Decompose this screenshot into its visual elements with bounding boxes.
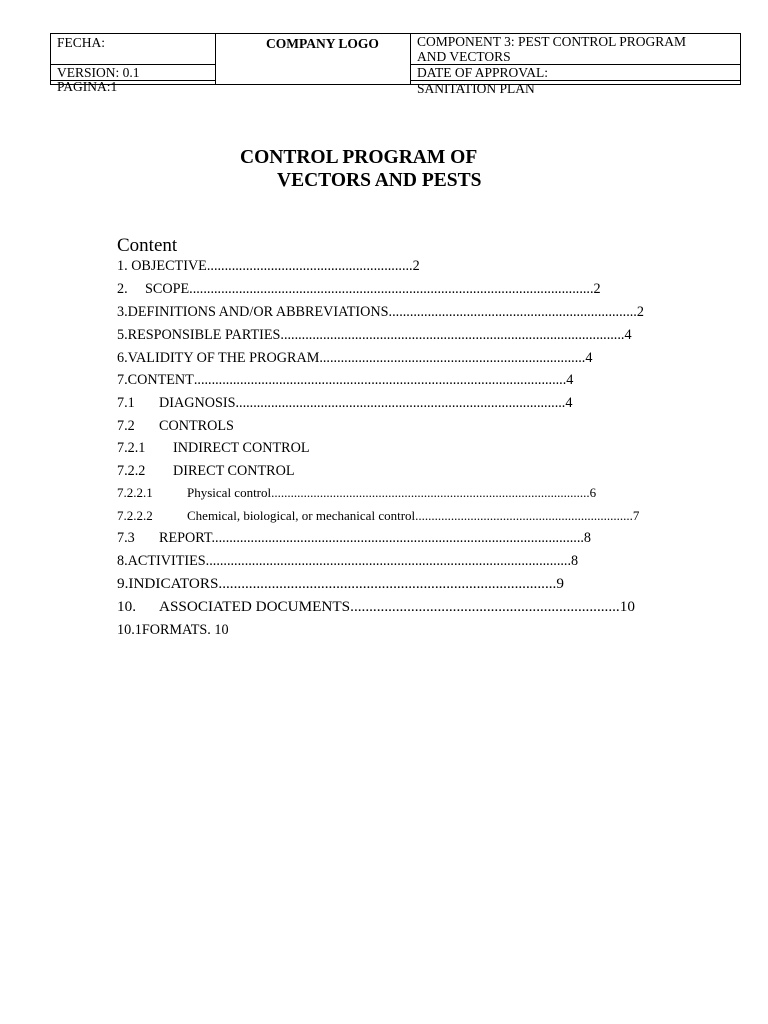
toc-entry-page: 4 bbox=[565, 395, 573, 411]
toc-entry-number: 10.1FORMATS. 10 bbox=[117, 622, 229, 638]
document-title-line2: VECTORS AND PESTS bbox=[277, 170, 482, 191]
toc-entry[interactable] bbox=[117, 257, 420, 275]
toc-entry-rest bbox=[187, 507, 639, 525]
toc-entry-page: 8 bbox=[571, 553, 579, 569]
toc-entry[interactable] bbox=[117, 349, 592, 367]
toc-entry-number: 6.VALIDITY OF THE PROGRAM bbox=[117, 350, 320, 366]
toc-entry-rest bbox=[145, 280, 601, 298]
toc-entry-leader: ........................................................................... bbox=[319, 350, 586, 366]
toc-entry-leader: .................................................................................................................. bbox=[189, 281, 594, 297]
toc-entry-title: SCOPE bbox=[145, 281, 190, 297]
toc-entry-title: DIRECT CONTROL bbox=[173, 463, 295, 479]
toc-entry[interactable] bbox=[117, 462, 295, 480]
toc-entry-rest bbox=[159, 529, 591, 547]
version-label: VERSION: 0.1 bbox=[57, 65, 140, 80]
toc-entry[interactable] bbox=[117, 303, 644, 321]
toc-entry-leader: .................................................................................................. bbox=[271, 485, 590, 500]
header-divider-left bbox=[215, 33, 216, 84]
toc-entry-page: 2 bbox=[593, 281, 601, 297]
toc-entry[interactable] bbox=[117, 621, 229, 639]
toc-entry-number: 9.INDICATORS bbox=[117, 575, 219, 592]
toc-entry-rest bbox=[173, 462, 295, 480]
toc-entry-leader: ....................................................................... bbox=[350, 598, 620, 615]
component-title-line1: COMPONENT 3: PEST CONTROL PROGRAM bbox=[417, 34, 687, 49]
toc-entry-rest bbox=[187, 484, 596, 502]
toc-entry-leader: ......................................................................................................... bbox=[193, 372, 567, 388]
toc-entry-rest bbox=[159, 394, 572, 412]
toc-entry-page: 2 bbox=[636, 304, 644, 320]
company-logo: COMPANY LOGO bbox=[266, 36, 379, 51]
document-title-line1: CONTROL PROGRAM OF bbox=[240, 147, 478, 168]
toc-entry[interactable] bbox=[117, 552, 578, 570]
toc-entry[interactable] bbox=[117, 575, 564, 593]
toc-entry-leader: ...................................................................... bbox=[388, 304, 637, 320]
toc-entry[interactable] bbox=[117, 371, 573, 389]
toc-entry-number: 7.2.2.1 bbox=[117, 485, 153, 500]
toc-entry-number: 8.ACTIVITIES bbox=[117, 553, 206, 569]
content-heading: Content bbox=[117, 235, 178, 256]
toc-entry[interactable] bbox=[117, 417, 234, 435]
toc-entry-number: 7.2 bbox=[117, 418, 135, 434]
header-divider-right bbox=[410, 33, 411, 84]
toc-entry[interactable] bbox=[117, 507, 640, 525]
toc-entry-title: Chemical, biological, or mechanical control bbox=[187, 508, 416, 523]
toc-entry-title: CONTROLS bbox=[159, 418, 234, 434]
toc-entry[interactable] bbox=[117, 326, 632, 344]
toc-entry-title: DIAGNOSIS bbox=[159, 395, 236, 411]
toc-entry[interactable] bbox=[117, 598, 635, 616]
toc-entry-number: 5.RESPONSIBLE PARTIES bbox=[117, 327, 281, 343]
toc-entry-number: 3.DEFINITIONS AND/OR ABBREVIATIONS bbox=[117, 304, 389, 320]
toc-entry-number: 7.2.1 bbox=[117, 440, 146, 456]
toc-entry-page: 8 bbox=[583, 530, 592, 546]
toc-entry-title: Physical control bbox=[187, 485, 272, 500]
toc-entry-number: 7.1 bbox=[117, 395, 135, 411]
toc-entry-leader: ....................................................................................................... bbox=[205, 553, 571, 569]
toc-entry-page: 4 bbox=[624, 327, 632, 343]
toc-entry[interactable] bbox=[117, 484, 597, 502]
toc-entry[interactable] bbox=[117, 280, 601, 298]
toc-entry-page: 7 bbox=[632, 508, 640, 523]
toc-entry-number: 10. bbox=[117, 598, 136, 615]
toc-entry-leader: .......................................................... bbox=[206, 258, 413, 274]
toc-entry[interactable] bbox=[117, 394, 573, 412]
toc-entry-leader: ................................................................................................. bbox=[280, 327, 625, 343]
toc-entry-page: 2 bbox=[412, 258, 420, 274]
component-title-line2: AND VECTORS bbox=[417, 49, 511, 64]
toc-entry[interactable] bbox=[117, 439, 310, 457]
page-label: PAGINA:1 bbox=[57, 79, 118, 94]
toc-entry-leader: ................................................................... bbox=[415, 508, 633, 523]
toc-entry-page: 9 bbox=[556, 575, 564, 592]
toc-entry-number: 7.3 bbox=[117, 530, 135, 546]
sanitation-plan-label: SANITATION PLAN bbox=[417, 81, 535, 96]
toc-entry-title: REPORT bbox=[159, 530, 212, 546]
toc-entry-number: 7.2.2.2 bbox=[117, 508, 153, 523]
toc-entry-leader: ......................................................................................... bbox=[218, 575, 557, 592]
toc-entry-title: ASSOCIATED DOCUMENTS bbox=[159, 598, 351, 615]
toc-entry-leader: ............................................................................................. bbox=[235, 395, 566, 411]
toc-entry-page: 6 bbox=[589, 485, 597, 500]
toc-entry[interactable] bbox=[117, 529, 592, 547]
toc-entry-title: INDIRECT CONTROL bbox=[173, 440, 310, 456]
toc-entry-number: 7.CONTENT bbox=[117, 372, 194, 388]
toc-entry-number: 7.2.2 bbox=[117, 463, 146, 479]
toc-entry-page: 4 bbox=[585, 350, 593, 366]
toc-entry-rest bbox=[173, 439, 310, 457]
approval-date-label: DATE OF APPROVAL: bbox=[417, 65, 549, 80]
toc-entry-rest bbox=[159, 598, 635, 616]
toc-entry-number: 2. bbox=[117, 281, 128, 297]
toc-entry-number: 1. OBJECTIVE bbox=[117, 258, 207, 274]
toc-entry-rest bbox=[159, 417, 234, 435]
toc-entry-leader: ......................................................................................................... bbox=[211, 530, 584, 546]
date-label: FECHA: bbox=[57, 35, 106, 50]
toc-entry-page: 10 bbox=[619, 598, 635, 615]
toc-entry-page: 4 bbox=[566, 372, 574, 388]
